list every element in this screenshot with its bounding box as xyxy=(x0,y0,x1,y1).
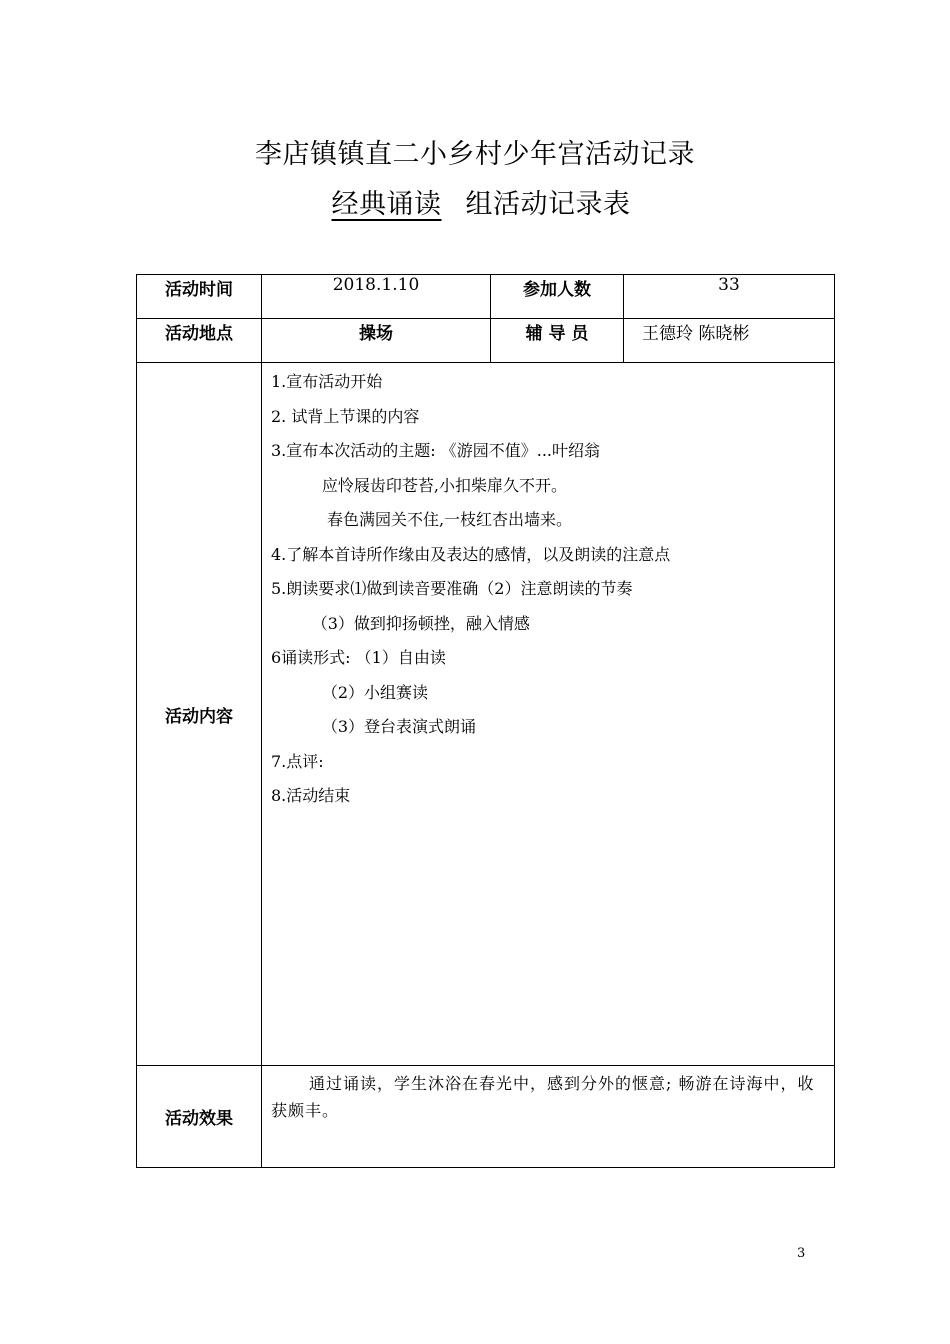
content-line: 4.了解本首诗所作缘由及表达的感情，以及朗读的注意点 xyxy=(271,544,671,564)
activity-record-table xyxy=(136,274,835,1168)
content-line: 应怜屐齿印苍苔,小扣柴扉久不开。 xyxy=(271,475,567,495)
content-line: 2. 试背上节课的内容 xyxy=(271,406,420,426)
count-value: 33 xyxy=(624,275,835,319)
content-line: 春色满园关不住,一枝红杏出墙来。 xyxy=(271,510,573,529)
content-line: 5.朗读要求⑴做到读音要准确（2）注意朗读的节奏 xyxy=(271,579,633,598)
table-row xyxy=(137,275,835,319)
time-label: 活动时间 xyxy=(137,275,262,319)
content-line: 3.宣布本次活动的主题: 《游园不值》...叶绍翁 xyxy=(271,441,601,460)
place-value: 操场 xyxy=(262,319,491,363)
document-title: 李店镇镇直二小乡村少年宫活动记录 xyxy=(255,139,695,170)
content-line: 6诵读形式: （1）自由读 xyxy=(271,648,446,667)
content-line: 7.点评: xyxy=(271,751,324,771)
content-line: 1.宣布活动开始 xyxy=(271,372,383,391)
effect-text: 通过诵读，学生沐浴在春光中，感到分外的惬意; 畅游在诗海中，收获颇丰。 xyxy=(262,1066,835,1168)
table-row xyxy=(137,1066,835,1168)
place-label: 活动地点 xyxy=(137,319,262,363)
content-cell xyxy=(262,363,835,1066)
content-line: （2）小组赛读 xyxy=(271,682,429,702)
content-line: （3）做到抑扬顿挫，融入情感 xyxy=(271,613,530,633)
effect-label: 活动效果 xyxy=(137,1066,262,1168)
content-line: 8.活动结束 xyxy=(271,786,351,805)
content-label: 活动内容 xyxy=(137,363,262,1066)
table-row xyxy=(137,319,835,363)
tutor-value: 王德玲 陈晓彬 xyxy=(624,319,835,363)
table-row xyxy=(137,363,835,1066)
document-subtitle xyxy=(0,182,950,221)
tutor-label: 辅 导 员 xyxy=(491,319,624,363)
content-line: （3）登台表演式朗诵 xyxy=(271,717,477,736)
time-value: 2018.1.10 xyxy=(262,275,491,319)
group-name: 经典诵读 xyxy=(331,189,442,220)
subtitle-suffix: 组活动记录表 xyxy=(465,189,631,220)
page-number: 3 xyxy=(797,1246,806,1261)
count-label: 参加人数 xyxy=(491,275,624,319)
